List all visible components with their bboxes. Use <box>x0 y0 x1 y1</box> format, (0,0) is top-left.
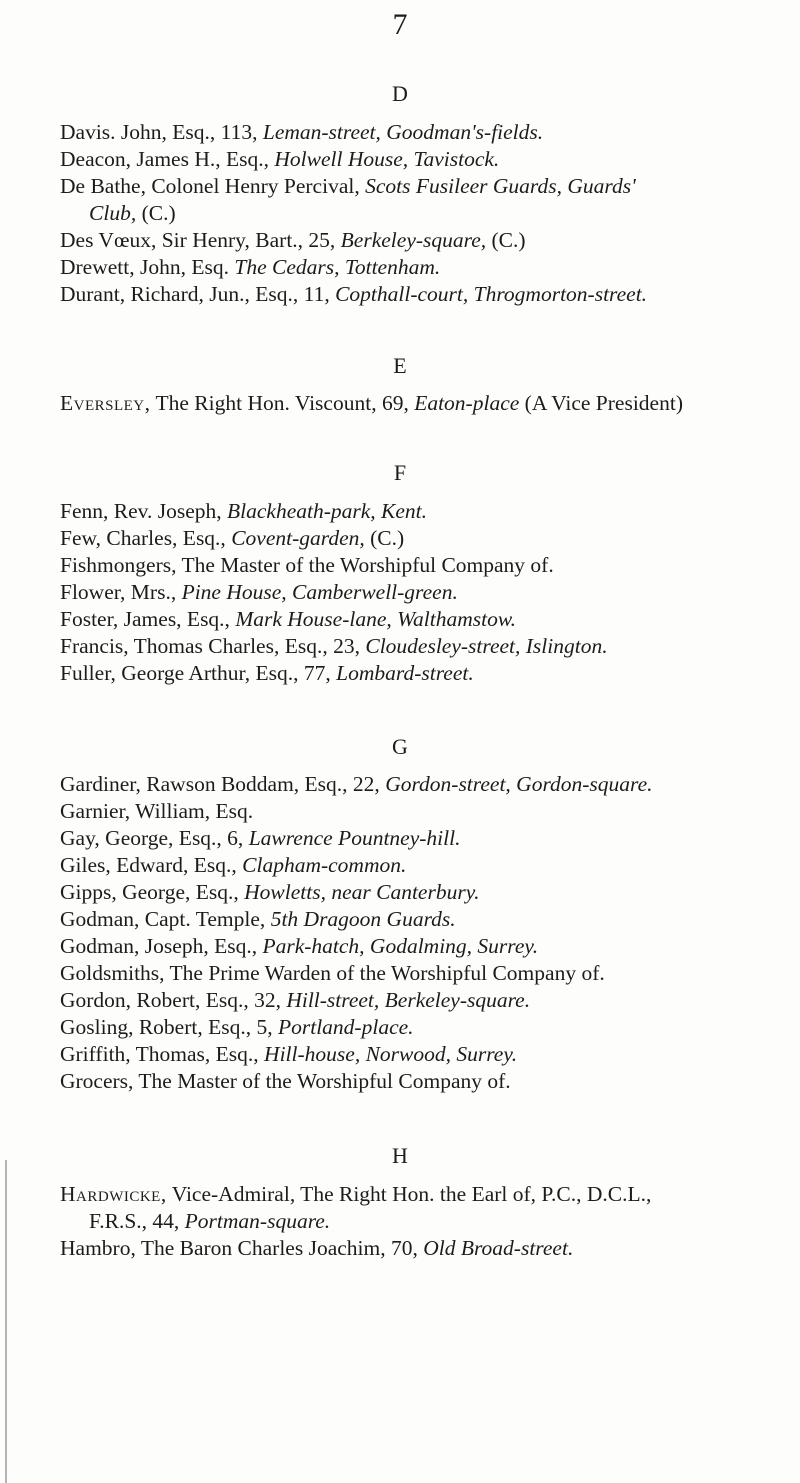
list-entry: Gordon, Robert, Esq., 32, Hill-street, Berkeley-square. <box>60 988 531 1012</box>
list-entry-continuation: F.R.S., 44, Portman-square. <box>89 1209 331 1233</box>
list-entry: Foster, James, Esq., Mark House-lane, Walthamstow. <box>60 607 516 631</box>
list-entry: Godman, Joseph, Esq., Park-hatch, Godalming, Surrey. <box>60 934 539 958</box>
section-heading-g: G <box>392 734 408 759</box>
list-entry: Deacon, James H., Esq., Holwell House, Tavistock. <box>60 147 500 171</box>
list-entry: Gardiner, Rawson Boddam, Esq., 22, Gordon-street, Gordon-square. <box>60 772 653 796</box>
section-heading-f: F <box>393 460 407 485</box>
list-entry: Fishmongers, The Master of the Worshipful Company of. <box>60 553 554 577</box>
list-entry: Fuller, George Arthur, Esq., 77, Lombard-street. <box>60 661 474 685</box>
list-entry: Giles, Edward, Esq., Clapham-common. <box>60 853 407 877</box>
list-entry: Eversley, The Right Hon. Viscount, 69, Eaton-place (A Vice President) <box>60 391 683 415</box>
list-entry: Davis. John, Esq., 113, Leman-street, Goodman's-fields. <box>60 120 544 144</box>
list-entry: Durant, Richard, Jun., Esq., 11, Copthall-court, Throgmorton-street. <box>60 282 648 306</box>
page-edge-mark <box>5 1160 7 1483</box>
list-entry: Few, Charles, Esq., Covent-garden, (C.) <box>60 526 405 550</box>
list-entry: Griffith, Thomas, Esq., Hill-house, Norwood, Surrey. <box>60 1042 518 1066</box>
list-entry: Gipps, George, Esq., Howletts, near Canterbury. <box>60 880 480 904</box>
list-entry: Goldsmiths, The Prime Warden of the Worshipful Company of. <box>60 961 605 985</box>
list-entry: De Bathe, Colonel Henry Percival, Scots Fusileer Guards, Guards' <box>60 174 636 198</box>
list-entry: Gosling, Robert, Esq., 5, Portland-place. <box>60 1015 414 1039</box>
list-entry: Fenn, Rev. Joseph, Blackheath-park, Kent. <box>60 499 428 523</box>
list-entry: Godman, Capt. Temple, 5th Dragoon Guards. <box>60 907 456 931</box>
section-heading-e: E <box>393 353 407 378</box>
section-heading-d: D <box>392 81 408 106</box>
list-entry: Grocers, The Master of the Worshipful Company of. <box>60 1069 511 1093</box>
list-entry: Flower, Mrs., Pine House, Camberwell-green. <box>60 580 458 604</box>
list-entry: Garnier, William, Esq. <box>60 799 254 823</box>
section-heading-h: H <box>392 1143 408 1168</box>
list-entry: Gay, George, Esq., 6, Lawrence Pountney-hill. <box>60 826 461 850</box>
list-entry: Hardwicke, Vice-Admiral, The Right Hon. the Earl of, P.C., D.C.L., <box>60 1182 652 1206</box>
list-entry: Hambro, The Baron Charles Joachim, 70, Old Broad-street. <box>60 1236 574 1260</box>
list-entry: Drewett, John, Esq. The Cedars, Tottenham. <box>60 255 441 279</box>
list-entry-continuation: Club, (C.) <box>89 201 176 225</box>
list-entry: Francis, Thomas Charles, Esq., 23, Cloudesley-street, Islington. <box>60 634 608 658</box>
list-entry: Des Vœux, Sir Henry, Bart., 25, Berkeley-square, (C.) <box>60 228 526 252</box>
page-number: 7 <box>392 8 408 41</box>
